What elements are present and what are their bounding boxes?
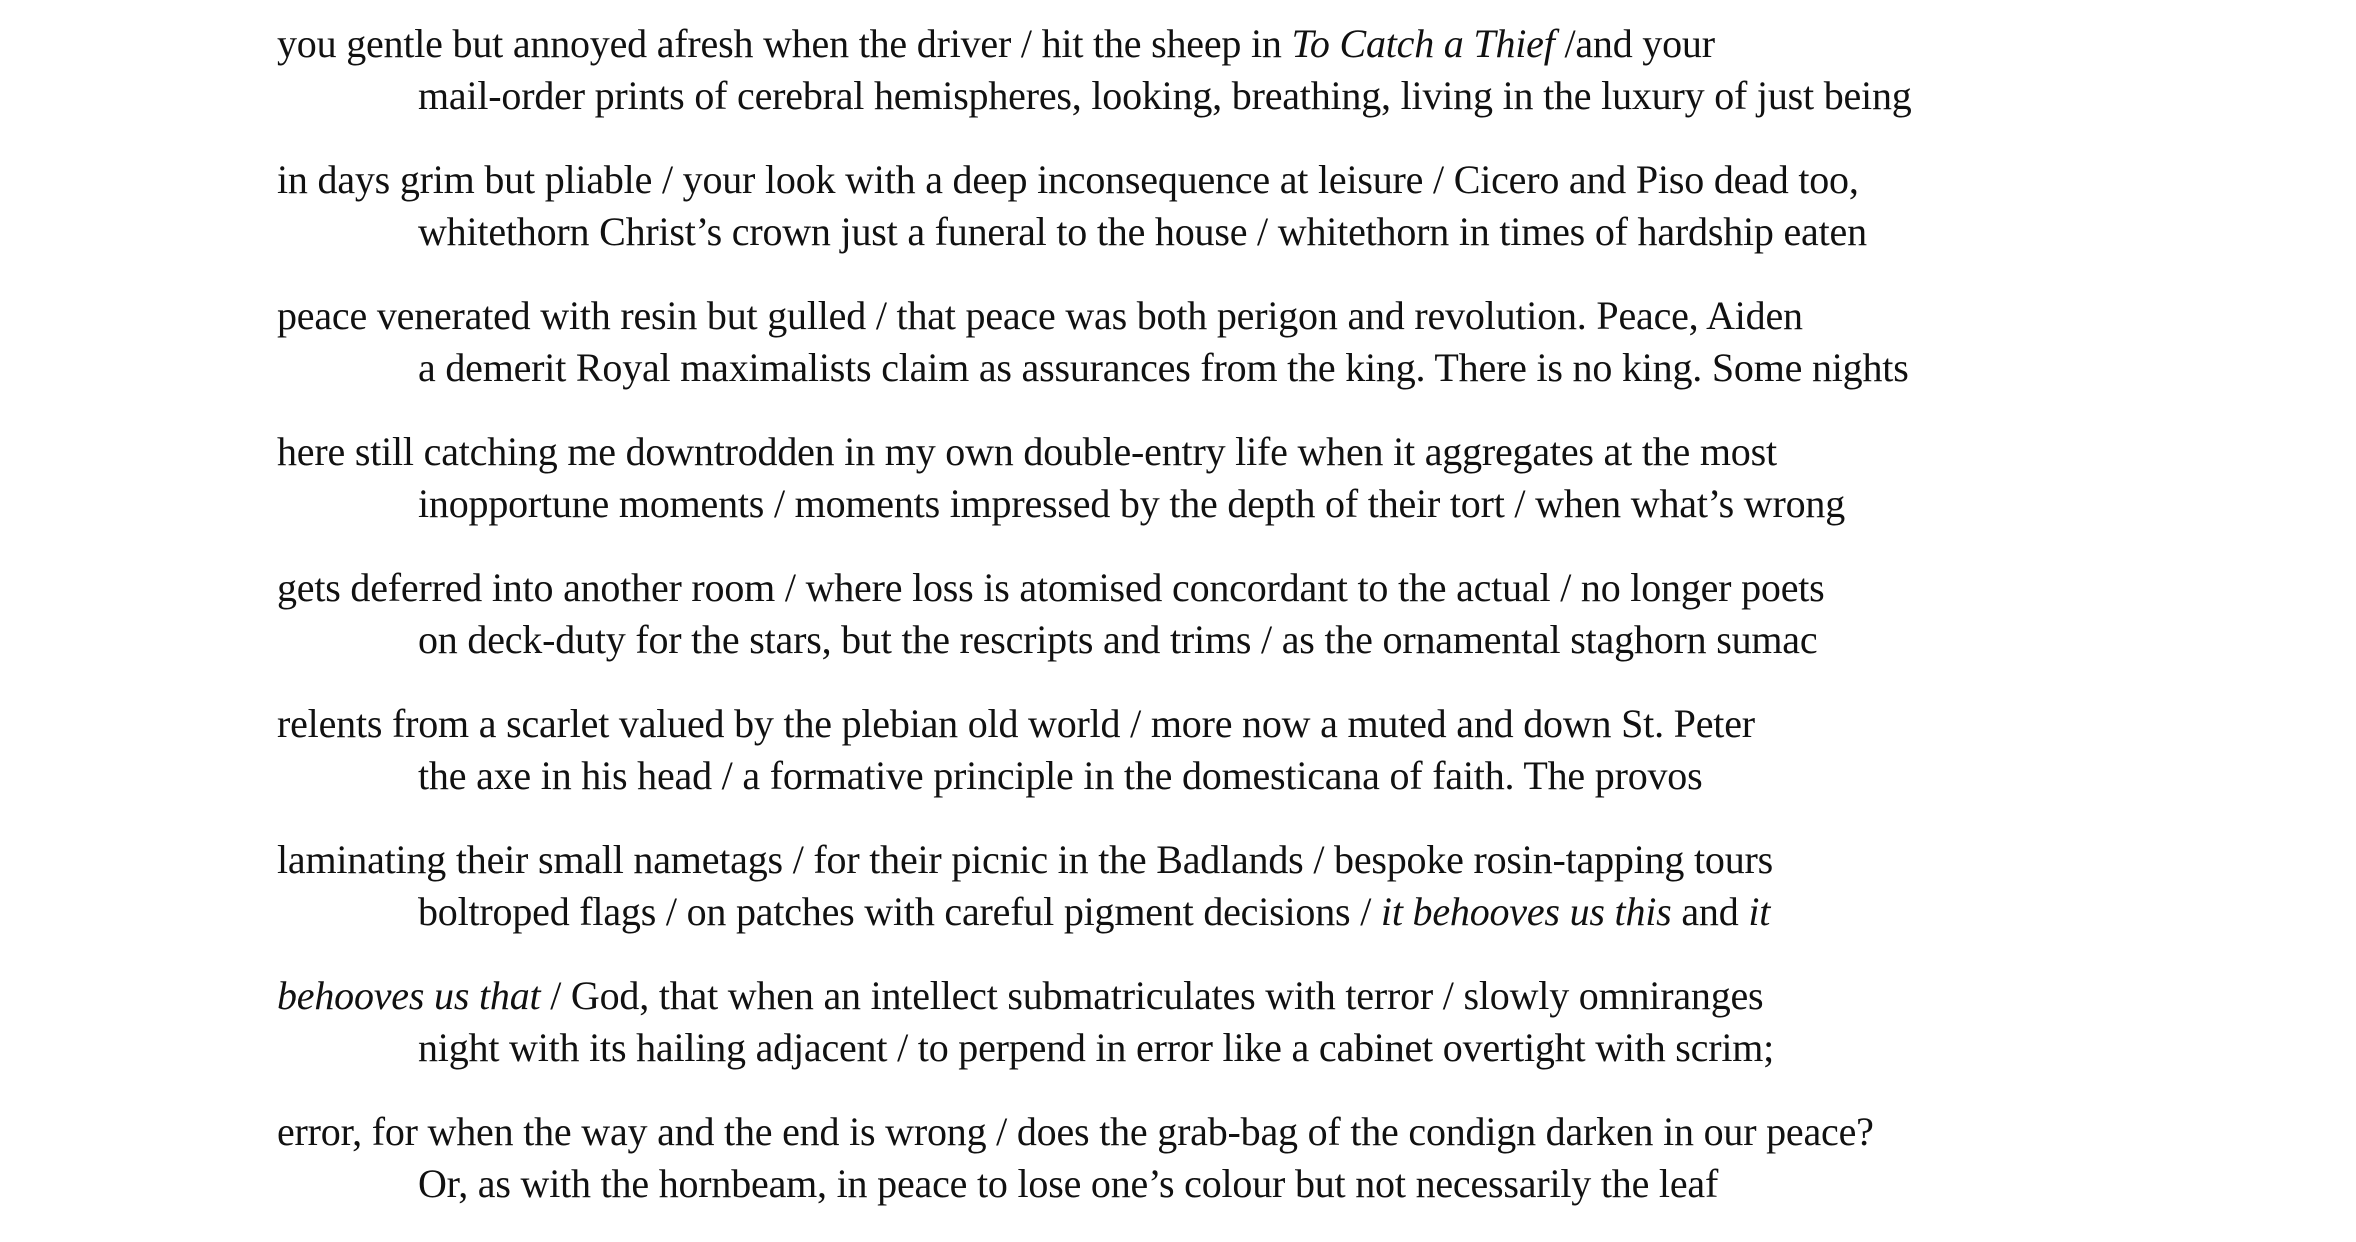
stanza bbox=[277, 698, 2277, 834]
text-segment: you gentle but annoyed afresh when the driver / hit the sheep in bbox=[277, 21, 1292, 66]
stanza-indented-line bbox=[277, 70, 2277, 122]
text-segment: gets deferred into another room / where loss is atomised concordant to the actual / no longer poets bbox=[277, 565, 1825, 610]
stanza-line bbox=[277, 698, 2277, 750]
stanza bbox=[277, 154, 2277, 290]
text-segment: inopportune moments / moments impressed by the depth of their tort / when what’s wrong bbox=[418, 481, 1846, 526]
stanza-line bbox=[277, 562, 2277, 614]
stanza-indented-line bbox=[277, 342, 2277, 394]
stanza-line bbox=[277, 834, 2277, 886]
text-segment: / God, that when an intellect submatriculates with terror / slowly omniranges bbox=[540, 973, 1764, 1018]
stanza-indented-line bbox=[277, 1022, 2277, 1074]
text-segment: in days grim but pliable / your look with a deep inconsequence at leisure / Cicero and Piso dead too, bbox=[277, 157, 1859, 202]
stanza bbox=[277, 970, 2277, 1106]
stanza-indented-line bbox=[277, 614, 2277, 666]
italic-text-segment: it bbox=[1748, 889, 1771, 934]
stanza bbox=[277, 1106, 2277, 1242]
stanza-line bbox=[277, 426, 2277, 478]
text-segment: laminating their small nametags / for their picnic in the Badlands / bespoke rosin-tapping tours bbox=[277, 837, 1774, 882]
italic-text-segment: behooves us that bbox=[277, 973, 541, 1018]
text-segment: boltroped flags / on patches with careful pigment decisions / bbox=[418, 889, 1381, 934]
text-segment: /and your bbox=[1554, 21, 1715, 66]
text-segment: error, for when the way and the end is wrong / does the grab-bag of the condign darken in our peace? bbox=[277, 1109, 1874, 1154]
text-segment: a demerit Royal maximalists claim as assurances from the king. There is no king. Some nights bbox=[418, 345, 1909, 390]
text-segment: the axe in his head / a formative principle in the domesticana of faith. The provos bbox=[418, 753, 1703, 798]
stanza-line bbox=[277, 1106, 2277, 1158]
stanza-line bbox=[277, 154, 2277, 206]
italic-text-segment: it behooves us this bbox=[1380, 889, 1672, 934]
stanza-line bbox=[277, 970, 2277, 1022]
text-segment: on deck-duty for the stars, but the rescripts and trims / as the ornamental staghorn sumac bbox=[418, 617, 1818, 662]
stanza-line bbox=[277, 290, 2277, 342]
stanza-line bbox=[277, 18, 2277, 70]
stanza bbox=[277, 290, 2277, 426]
stanza-indented-line bbox=[277, 886, 2277, 938]
text-segment: here still catching me downtrodden in my own double-entry life when it aggregates at the most bbox=[277, 429, 1777, 474]
stanza-indented-line bbox=[277, 1158, 2277, 1210]
text-segment: mail-order prints of cerebral hemispheres, looking, breathing, living in the luxury of just being bbox=[418, 73, 1912, 118]
text-segment: whitethorn Christ’s crown just a funeral to the house / whitethorn in times of hardship eaten bbox=[418, 209, 1867, 254]
stanza bbox=[277, 426, 2277, 562]
poem bbox=[277, 18, 2277, 1242]
text-segment: and bbox=[1671, 889, 1749, 934]
stanza-indented-line bbox=[277, 750, 2277, 802]
stanza-indented-line bbox=[277, 206, 2277, 258]
stanza bbox=[277, 834, 2277, 970]
stanza-indented-line bbox=[277, 478, 2277, 530]
text-segment: relents from a scarlet valued by the plebian old world / more now a muted and down St. Peter bbox=[277, 701, 1755, 746]
text-segment: peace venerated with resin but gulled / that peace was both perigon and revolution. Peace, Aiden bbox=[277, 293, 1803, 338]
text-segment: night with its hailing adjacent / to perpend in error like a cabinet overtight with scrim; bbox=[418, 1025, 1775, 1070]
stanza bbox=[277, 18, 2277, 154]
text-segment: Or, as with the hornbeam, in peace to lose one’s colour but not necessarily the leaf bbox=[418, 1161, 1719, 1206]
italic-text-segment: To Catch a Thief bbox=[1291, 21, 1555, 66]
stanza bbox=[277, 562, 2277, 698]
